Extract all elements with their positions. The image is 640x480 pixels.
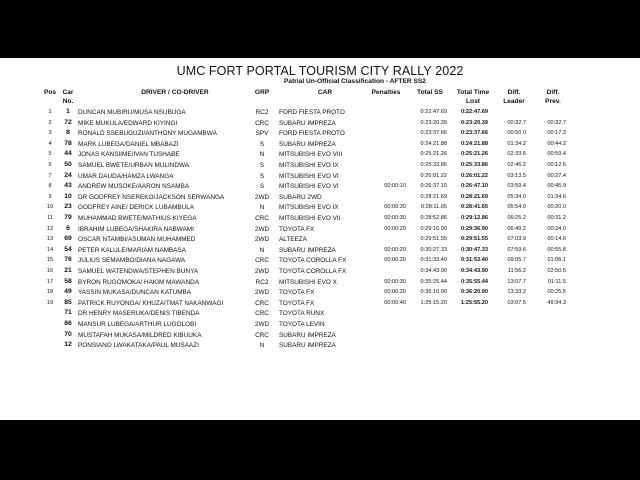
car-model-cell: MITSUBISHI EVO VI [279,183,339,191]
table-row [0,309,640,320]
car-model-cell: FORD FIESTA PROTO [279,109,345,116]
penalties-cell: 00:00:20 [384,246,406,253]
driver-cell: IBRAHIM LUBEGA/SHAKIRA NABWAMI [78,225,194,233]
car-model-cell: ALTEEZA [279,236,307,244]
header-car-model: CAR [317,89,333,96]
car-model-cell: SUBARU IMPREZA [279,342,336,350]
car-number-cell: 86 [64,320,72,327]
car-number-cell: 1 [66,108,70,115]
diff-leader-cell: 13:33.2 [507,289,526,296]
car-number-cell: 54 [64,245,72,253]
total-time-cell: 0:29:36.90 [460,225,488,232]
total-ss-cell: 0:23:37.66 [420,130,447,137]
group-cell: N [259,342,265,350]
table-row [0,331,640,342]
driver-cell: OSCAR NTAMBI/ASUMAN MUHAMMED [78,236,196,244]
position-cell: 15 [46,257,54,264]
total-ss-cell: 0:36:10.90 [420,289,447,296]
car-model-cell: TOYOTA FX [279,225,315,233]
total-ss-cell: 0:25:33.86 [420,162,447,168]
diff-leader-cell: 03:13.5 [507,172,526,179]
penalties-cell: 00:00:20 [384,257,406,264]
diff-leader-cell: 07:03.9 [507,236,526,243]
driver-cell: DR GODFREY NSEREKO/JACKSON SERWANGA [78,193,225,201]
driver-cell: SAMUEL BWETE/URBAN MULINDWA [78,162,190,169]
table-row [0,214,640,225]
diff-prev-cell: 00:12.6 [547,162,566,168]
driver-cell: MANSUR LUBEGA/ARTHUR LUGOLOBI [78,321,197,328]
car-number-cell: 8 [66,129,70,137]
penalties-cell: 00:00:30 [384,278,406,285]
position-cell: 4 [48,140,52,147]
position-cell: 1 [48,109,52,115]
table-row [0,225,640,236]
driver-cell: PETER KALULE/MARIAM NAMBASA [78,246,186,254]
diff-prev-cell: 01:11.5 [547,278,566,285]
car-number-cell: 85 [64,298,72,306]
car-number-cell: 58 [64,277,72,285]
car-number-cell: 44 [64,150,72,158]
car-model-cell: TOYOTA FX [279,289,315,297]
car-model-cell: TOYOTA FX [279,299,315,307]
car-model-cell: TOYOTA COROLLA FX [279,257,347,265]
table-row [0,278,640,289]
total-time-cell: 0:22:47.69 [460,109,488,115]
total-time-cell: 0:23:20.39 [460,119,488,126]
diff-leader-cell: 00:50.0 [507,130,526,137]
table-row [0,108,640,119]
table-row [0,182,640,193]
diff-prev-cell: 49:34.3 [547,299,566,306]
car-model-cell: SUBARU IMPREZA [279,140,336,148]
table-row [0,129,640,140]
diff-prev-cell: 00:14.6 [547,236,566,243]
car-model-cell: MITSUBISHI EVO IX [279,162,339,169]
group-cell: CRC [255,331,269,339]
table-row [0,140,640,151]
diff-prev-cell: 00:44.2 [547,140,566,147]
car-model-cell: SUBARU IMPREZA [279,246,336,254]
group-cell: 2WD [254,321,270,328]
driver-cell: PONSIANO LWAKATAKA/PAUL MUSAAZI [78,342,199,350]
diff-prev-cell: 00:32.7 [547,119,566,126]
header-driver: DRIVER / CO-DRIVER [141,89,209,96]
total-ss-cell: 0:23:20.39 [420,119,447,126]
position-cell: 10 [46,204,54,211]
header-pos: Pos [43,89,57,96]
total-time-cell: 0:35:55.44 [460,278,488,285]
total-time-cell: 0:28:41.65 [460,204,488,211]
car-number-cell: 43 [64,182,72,190]
penalties-cell: 00:00:40 [384,299,406,306]
total-ss-cell: 0:28:11.65 [420,204,447,211]
position-cell: 12 [46,225,54,232]
total-ss-cell: 0:35:25.44 [420,278,447,285]
driver-cell: YASSIN MUKASA/DUNCAN KATUMBA [78,289,192,297]
position-cell: 16 [46,268,54,274]
table-row [0,172,640,183]
diff-prev-cell: 00:27.4 [547,172,566,179]
position-cell: 2 [48,119,52,126]
position-cell: 7 [48,172,52,179]
car-model-cell: MITSUBISHI EVO VIII [279,151,343,159]
driver-cell: JULIUS SEMAMBO/DIANA NAGAWA [78,257,186,265]
total-time-cell: 0:29:12.86 [460,215,488,221]
diff-leader-cell: 09:05.7 [507,257,526,264]
page-subtitle: Patrial Un-Official Classification - AFTER SS2 [284,78,426,85]
table-row [0,150,640,161]
diff-prev-cell: 02:50.5 [547,268,566,274]
total-time-cell: 0:30:47.33 [460,246,488,253]
total-ss-cell: 0:31:33.40 [420,257,447,264]
page-title: UMC FORT PORTAL TOURISM CITY RALLY 2022 [176,64,464,78]
position-cell: 13 [46,236,54,243]
table-row [0,161,640,172]
total-time-cell: 0:34:43.90 [460,268,488,274]
car-number-cell: 12 [64,341,72,349]
diff-prev-cell: 00:17.3 [547,130,566,137]
header-total-time-label: Total Time Lost [456,89,490,105]
car-model-cell: SUBARU IMPREZA [279,331,336,339]
driver-cell: MARK LUBEGA/DANIEL MBABAZI [78,140,179,148]
total-time-cell: 0:26:47.10 [460,183,488,190]
group-cell: RC2 [255,109,269,116]
diff-leader-cell: 02:46.2 [507,162,526,168]
group-cell: CRC [255,119,269,127]
car-number-cell: 24 [64,171,72,179]
car-number-cell: 69 [64,235,72,243]
car-model-cell: MITSUBISHI EVO VII [279,215,341,222]
driver-cell: DR HENRY MASERUKA/DENIS TIBENDA [78,310,200,318]
penalties-cell: 00:00:10 [384,183,406,190]
total-ss-cell: 0:25:21.26 [420,151,447,158]
penalties-cell: 00:00:20 [384,289,406,296]
total-ss-cell: 0:24:21.88 [420,140,447,147]
table-row [0,341,640,352]
table-row [0,193,640,204]
group-cell: 2WD [254,289,270,297]
table-row [0,267,640,278]
table-row [0,256,640,267]
car-model-cell: MITSUBISHI EVO VI [279,172,339,180]
total-ss-cell: 0:28:21.69 [420,193,447,200]
table-row [0,246,640,257]
table-row [0,299,640,310]
header-diff-prev [538,88,568,106]
diff-prev-cell: 01:34.6 [547,193,566,200]
diff-prev-cell: 00:20.0 [547,204,566,211]
driver-cell: UMAR DAUDA/HAMZA LWANGA [78,172,174,180]
car-model-cell: MITSUBISHI EVO IX [279,204,339,212]
position-cell: 17 [46,278,54,285]
table-row [0,320,640,331]
group-cell: N [259,204,265,212]
total-time-cell: 0:26:01.22 [460,172,488,179]
total-time-cell: 0:25:33.86 [460,162,488,168]
header-grp: GRP [254,89,270,96]
driver-cell: BYRON RUGOMOKA/ HAKIM MAWANDA [78,278,199,286]
diff-prev-cell: 00:55.8 [547,246,566,253]
group-cell: 2WD [254,236,270,244]
penalties-cell: 00:00:30 [384,204,406,211]
position-cell: 14 [46,246,54,253]
position-cell: 11 [47,215,53,221]
total-ss-cell: 0:30:27.33 [420,246,447,253]
total-time-cell: 0:29:51.55 [460,236,488,243]
driver-cell: MIKE MUKULA/EDWARD KIYINGI [78,119,178,127]
driver-cell: MUSTAFAH MUKASA/MILDRED KIBUUKA [78,331,202,339]
header-car-no-label: Car No. [62,89,74,105]
driver-cell: JONAS KANSIIME/IVAN TUSHABE [78,151,180,159]
diff-leader-cell: 06:25.2 [507,215,526,221]
header-penalties: Penalties [371,89,401,96]
header-total-time-lost [452,88,494,106]
diff-leader-cell: 07:59.6 [507,246,526,253]
car-model-cell: TOYOTA COROLLA FX [279,268,347,275]
penalties-cell: 00:00:30 [384,215,406,221]
total-ss-cell: 0:28:52.86 [420,215,447,221]
position-cell: 8 [48,183,52,190]
car-model-cell: SUBARU IMPREZA [279,119,336,127]
diff-leader-cell: 02:33.6 [507,151,526,158]
position-cell: 19 [46,299,54,306]
header-diff-prev-label: Diff. Prev. [545,89,561,105]
car-number-cell: 10 [64,192,72,200]
car-number-cell: 78 [64,139,72,147]
car-number-cell: 71 [64,309,72,317]
group-cell: S [259,172,265,180]
total-time-cell: 1:25:55.20 [460,299,488,306]
total-time-cell: 0:23:37.66 [460,130,488,137]
results-sheet [0,58,640,420]
group-cell: N [259,151,265,159]
diff-prev-cell: 00:24.0 [547,225,566,232]
position-cell: 6 [48,162,52,168]
total-ss-cell: 1:25:15.20 [420,299,447,306]
header-car-no [60,88,76,106]
diff-leader-cell: 03:07.5 [507,299,526,306]
driver-cell: PATRICK RUYONGA/ KHUZAITMAT NAKANWAGI [78,299,224,307]
header-diff-leader [498,88,530,106]
total-time-cell: 0:28:21.69 [460,193,488,200]
position-cell: 5 [48,151,52,158]
car-model-cell: MITSUBISHI EVO X [279,278,337,286]
table-row [0,235,640,246]
group-cell: SPV [255,130,269,138]
car-number-cell: 50 [64,161,72,168]
driver-cell: GODFREY AINE/ DERICK LUBAMBULA [78,204,195,212]
group-cell: S [259,183,265,191]
diff-leader-cell: 06:49.2 [507,225,526,232]
group-cell: CRC [255,215,269,222]
diff-leader-cell: 03:59.4 [507,183,526,190]
car-model-cell: FORD FIESTA PROTO [279,130,345,138]
table-row [0,119,640,130]
total-time-cell: 0:36:20.90 [460,289,488,296]
position-cell: 18 [46,289,54,296]
car-model-cell: TOYOTA RUNX [279,310,325,318]
total-ss-cell: 0:26:37.10 [420,183,447,190]
table-row [0,203,640,214]
diff-prev-cell: 01:06.1 [547,257,566,264]
group-cell: 2WD [254,225,270,233]
diff-prev-cell: 00:59.4 [547,151,566,158]
group-cell: S [259,162,265,169]
car-number-cell: 21 [64,267,72,274]
group-cell: RC2 [255,278,269,286]
group-cell: S [259,140,265,148]
diff-prev-cell: 00:25.5 [547,289,566,296]
diff-leader-cell: 05:54.0 [507,204,526,211]
group-cell: CRC [255,310,269,318]
group-cell: 2WD [254,193,270,201]
total-ss-cell: 0:22:47.69 [420,109,447,115]
group-cell: CRC [255,299,269,307]
car-model-cell: TOYOTA LEVIN [279,321,325,328]
diff-leader-cell: 11:56.2 [507,268,526,274]
total-time-cell: 0:25:21.26 [460,151,488,158]
driver-cell: DUNCAN MUBIRU/MUSA NSUBUGA [78,109,186,116]
diff-leader-cell: 00:32.7 [507,119,526,126]
driver-cell: MUHAMMAD BWETE/MATHIUS KIYEGA [78,215,197,222]
group-cell: CRC [255,257,269,265]
diff-leader-cell: 13:07.7 [507,278,526,285]
total-ss-cell: 0:34:43.90 [420,268,447,274]
car-number-cell: 76 [64,256,72,264]
header-total-ss: Total SS [417,89,443,96]
total-ss-cell: 0:26:01.22 [420,172,447,179]
driver-cell: ANDREW MUSOKE/AARON NSAMBA [78,183,190,191]
total-time-cell: 0:24:21.88 [460,140,488,147]
diff-prev-cell: 00:31.2 [547,215,566,221]
position-cell: 9 [48,193,52,200]
car-model-cell: SUBARU 2WD [279,193,322,201]
group-cell: 2WD [254,268,270,275]
group-cell: N [259,246,265,254]
car-number-cell: 49 [64,288,72,296]
diff-leader-cell: 01:34.2 [507,140,526,147]
car-number-cell: 70 [64,330,72,338]
total-ss-cell: 0:29:51.55 [420,236,447,243]
penalties-cell: 00:00:20 [384,225,406,232]
header-diff-leader-label: Diff. Leader [503,89,525,105]
driver-cell: RONALD SSEBUGUZI/ANTHONY MUGAMBWA [78,130,217,138]
car-number-cell: 23 [64,203,72,211]
diff-leader-cell: 05:34.0 [507,193,526,200]
car-number-cell: 72 [64,118,72,126]
car-number-cell: 6 [66,224,70,232]
total-ss-cell: 0:29:16.90 [420,225,447,232]
driver-cell: SAMUEL WATENDWA/STEPHEN BUNYA [78,268,199,275]
position-cell: 3 [48,130,52,137]
car-number-cell: 79 [64,214,72,221]
diff-prev-cell: 00:45.9 [547,183,566,190]
table-row [0,288,640,299]
total-time-cell: 0:31:53.40 [460,257,488,264]
